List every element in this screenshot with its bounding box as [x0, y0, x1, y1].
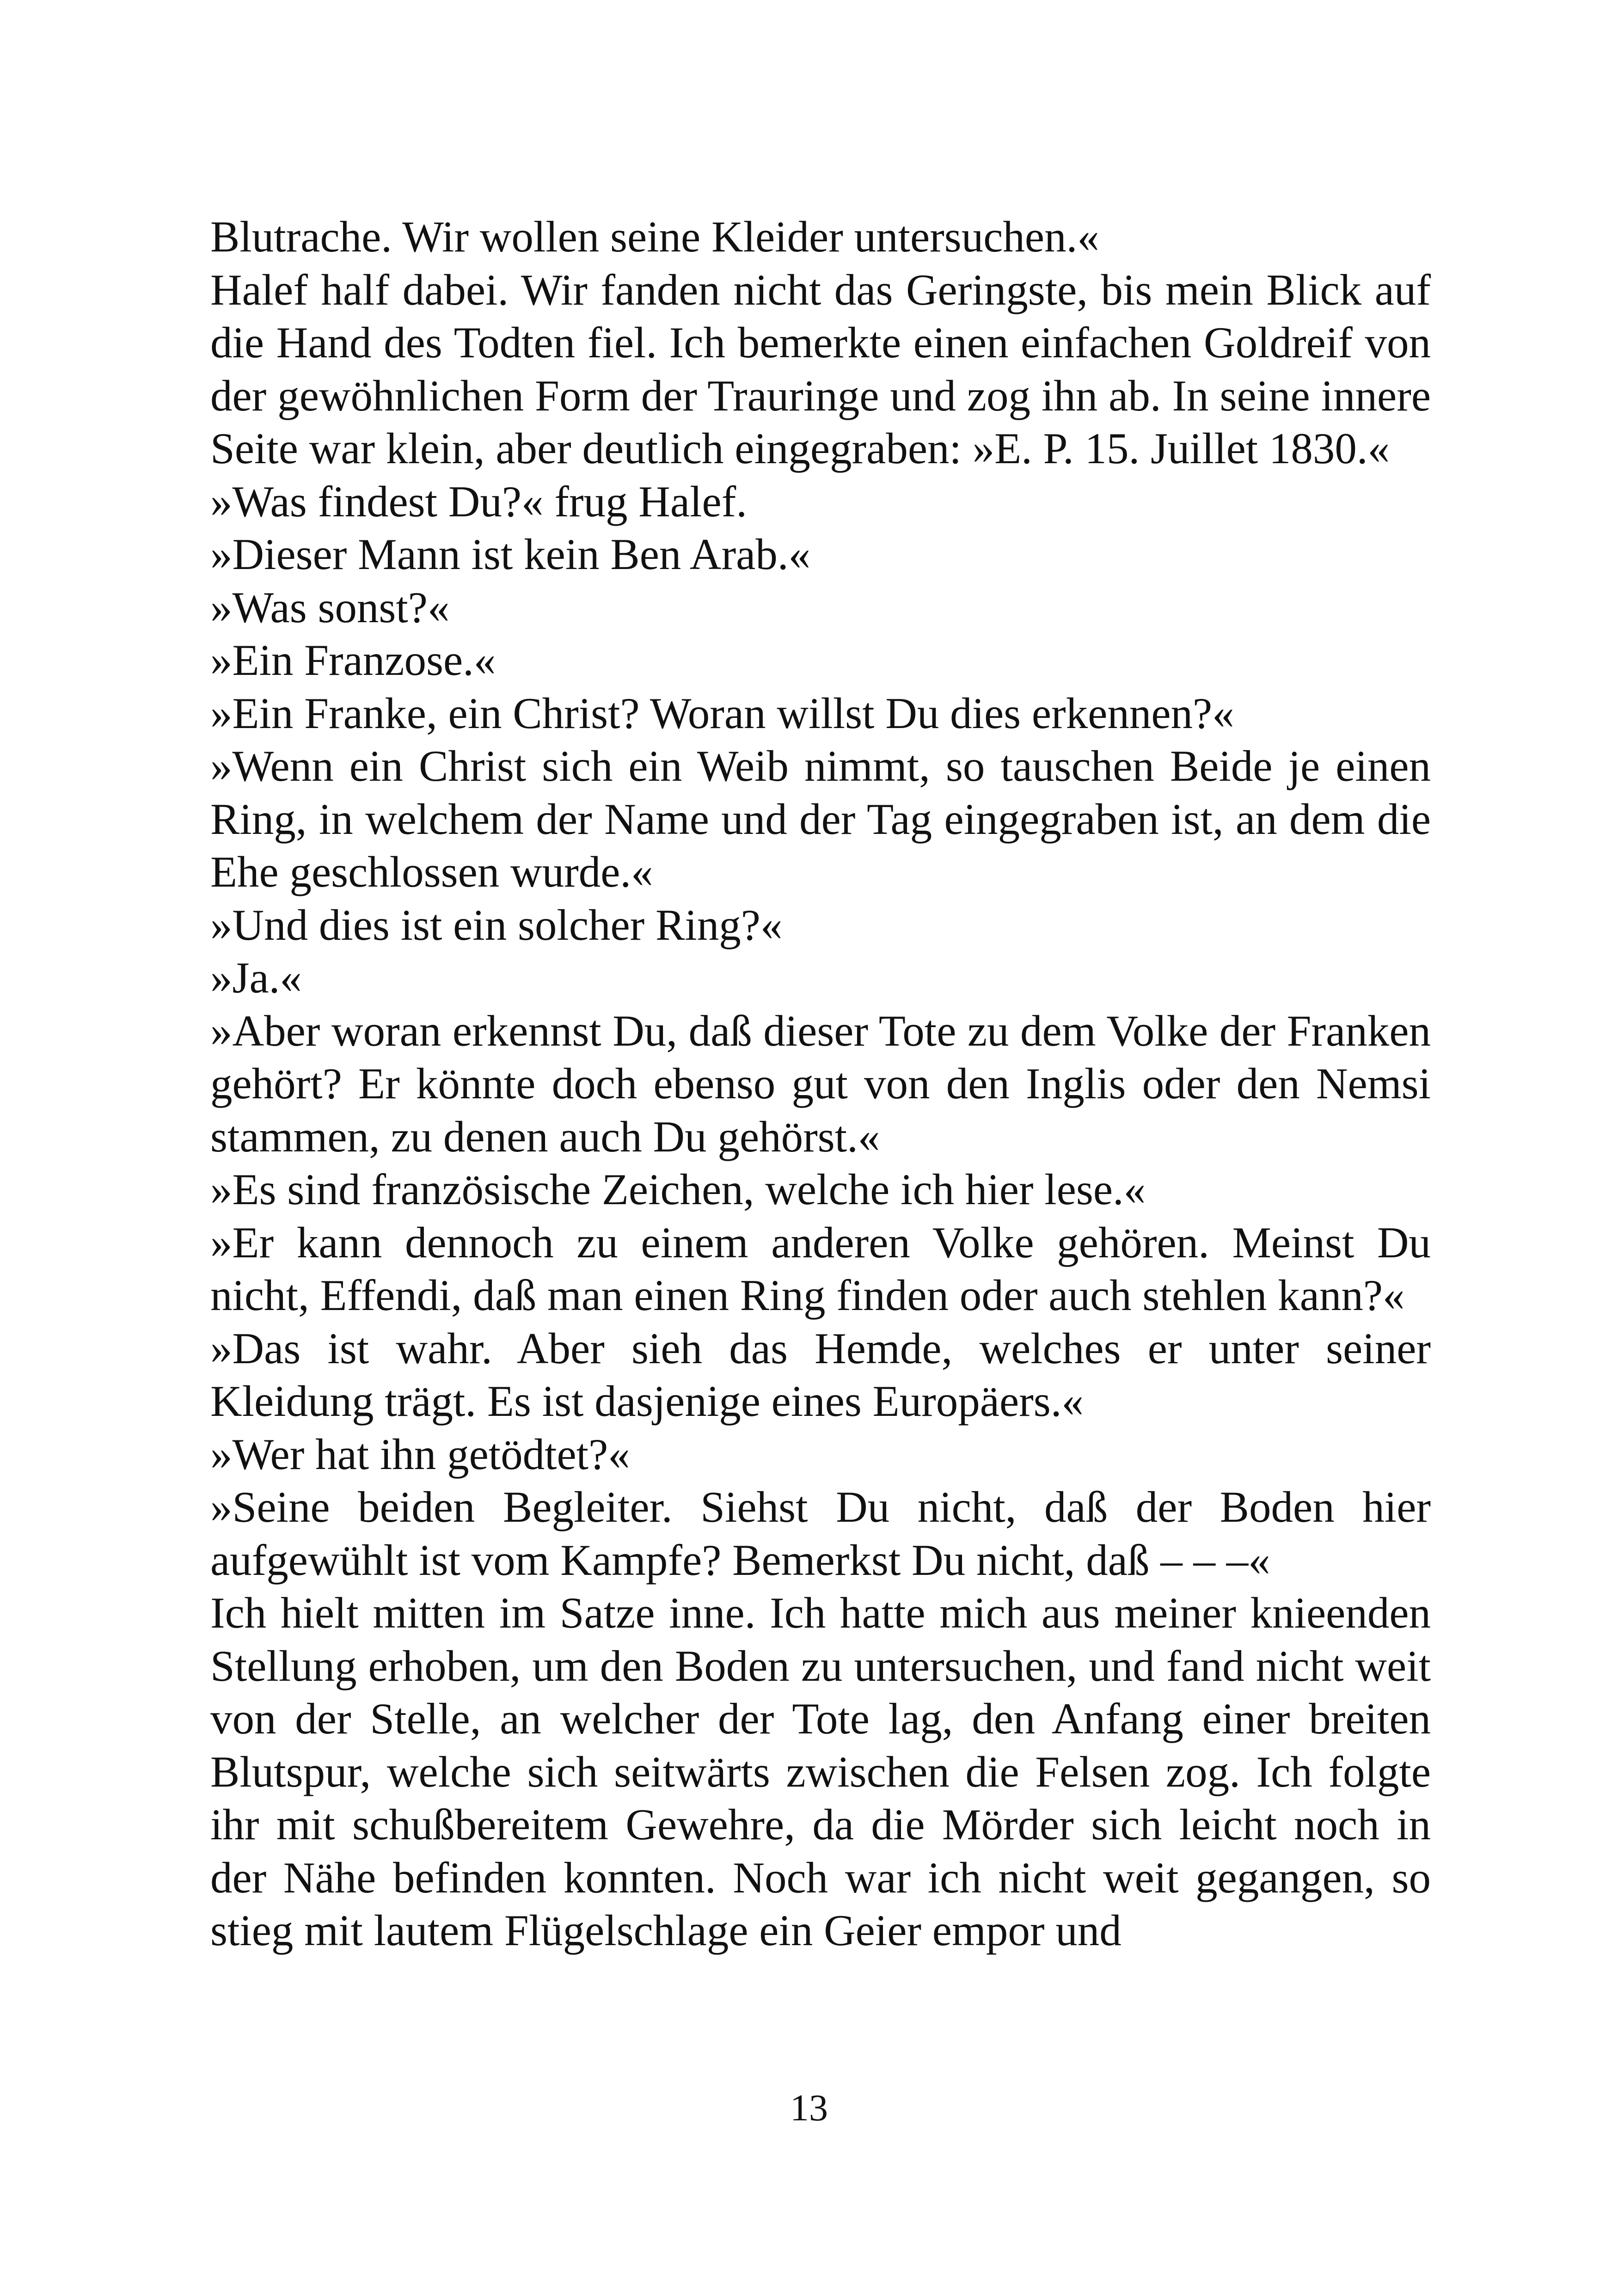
page-body	[210, 210, 1431, 1957]
paragraph: »Wenn ein Christ sich ein Weib nimmt, so tauschen Beide je einen Ring, in welchem der Name und der Tag eingegraben ist, an dem die Ehe geschlossen wurde.«	[210, 741, 1431, 896]
paragraph: Ich hielt mitten im Satze inne. Ich hatte mich aus meiner knieenden Stellung erhoben, um den Boden zu untersuchen, und fand nicht weit von der Stelle, an welcher der Tote lag, den Anfang einer breiten Blutspur, welche sich seitwärts zwischen die Felsen zog. Ich folgte ihr mit schußbereitem Gewehre, da die Mörder sich leicht noch in der Nähe befinden konnten. Noch war ich nicht weit gegangen, so stieg mit lautem Flügelschlage ein Geier empor und	[210, 1588, 1431, 1955]
paragraph: »Aber woran erkennst Du, daß dieser Tote zu dem Volke der Franken gehört? Er könnte doch ebenso gut von den Inglis oder den Nemsi stammen, zu denen auch Du gehörst.«	[210, 1006, 1431, 1161]
paragraph: »Ein Franke, ein Christ? Woran willst Du dies erkennen?«	[210, 688, 1234, 738]
paragraph: »Er kann dennoch zu einem anderen Volke gehören. Meinst Du nicht, Effendi, daß man einen Ring finden oder auch stehlen kann?«	[210, 1218, 1431, 1320]
paragraph: »Dieser Mann ist kein Ben Arab.«	[210, 530, 811, 579]
paragraph: »Wer hat ihn getödtet?«	[210, 1429, 630, 1479]
paragraph: Blutrache. Wir wollen seine Kleider untersuchen.«	[210, 212, 1099, 261]
paragraph: »Es sind französische Zeichen, welche ich hier lese.«	[210, 1165, 1146, 1214]
paragraph: »Was findest Du?« frug Halef.	[210, 477, 748, 526]
paragraph: »Ein Franzose.«	[210, 636, 496, 685]
page-number: 13	[790, 2087, 828, 2129]
paragraph: Halef half dabei. Wir fanden nicht das Geringste, bis mein Blick auf die Hand des Todten fiel. Ich bemerkte einen einfachen Goldreif von der gewöhnlichen Form der Trauringe und zog ihn ab. In seine innere Seite war klein, aber deutlich eingegraben: »E. P. 15. Juillet 1830.«	[210, 265, 1431, 473]
paragraph: »Und dies ist ein solcher Ring?«	[210, 900, 783, 949]
paragraph: »Das ist wahr. Aber sieh das Hemde, welches er unter seiner Kleidung trägt. Es ist dasjenige eines Europäers.«	[210, 1323, 1431, 1426]
paragraph: »Seine beiden Begleiter. Siehst Du nicht, daß der Boden hier aufgewühlt ist vom Kampfe? Bemerkst Du nicht, daß – – –«	[210, 1482, 1431, 1585]
paragraph: »Ja.«	[210, 953, 302, 1002]
paragraph: »Was sonst?«	[210, 582, 450, 632]
